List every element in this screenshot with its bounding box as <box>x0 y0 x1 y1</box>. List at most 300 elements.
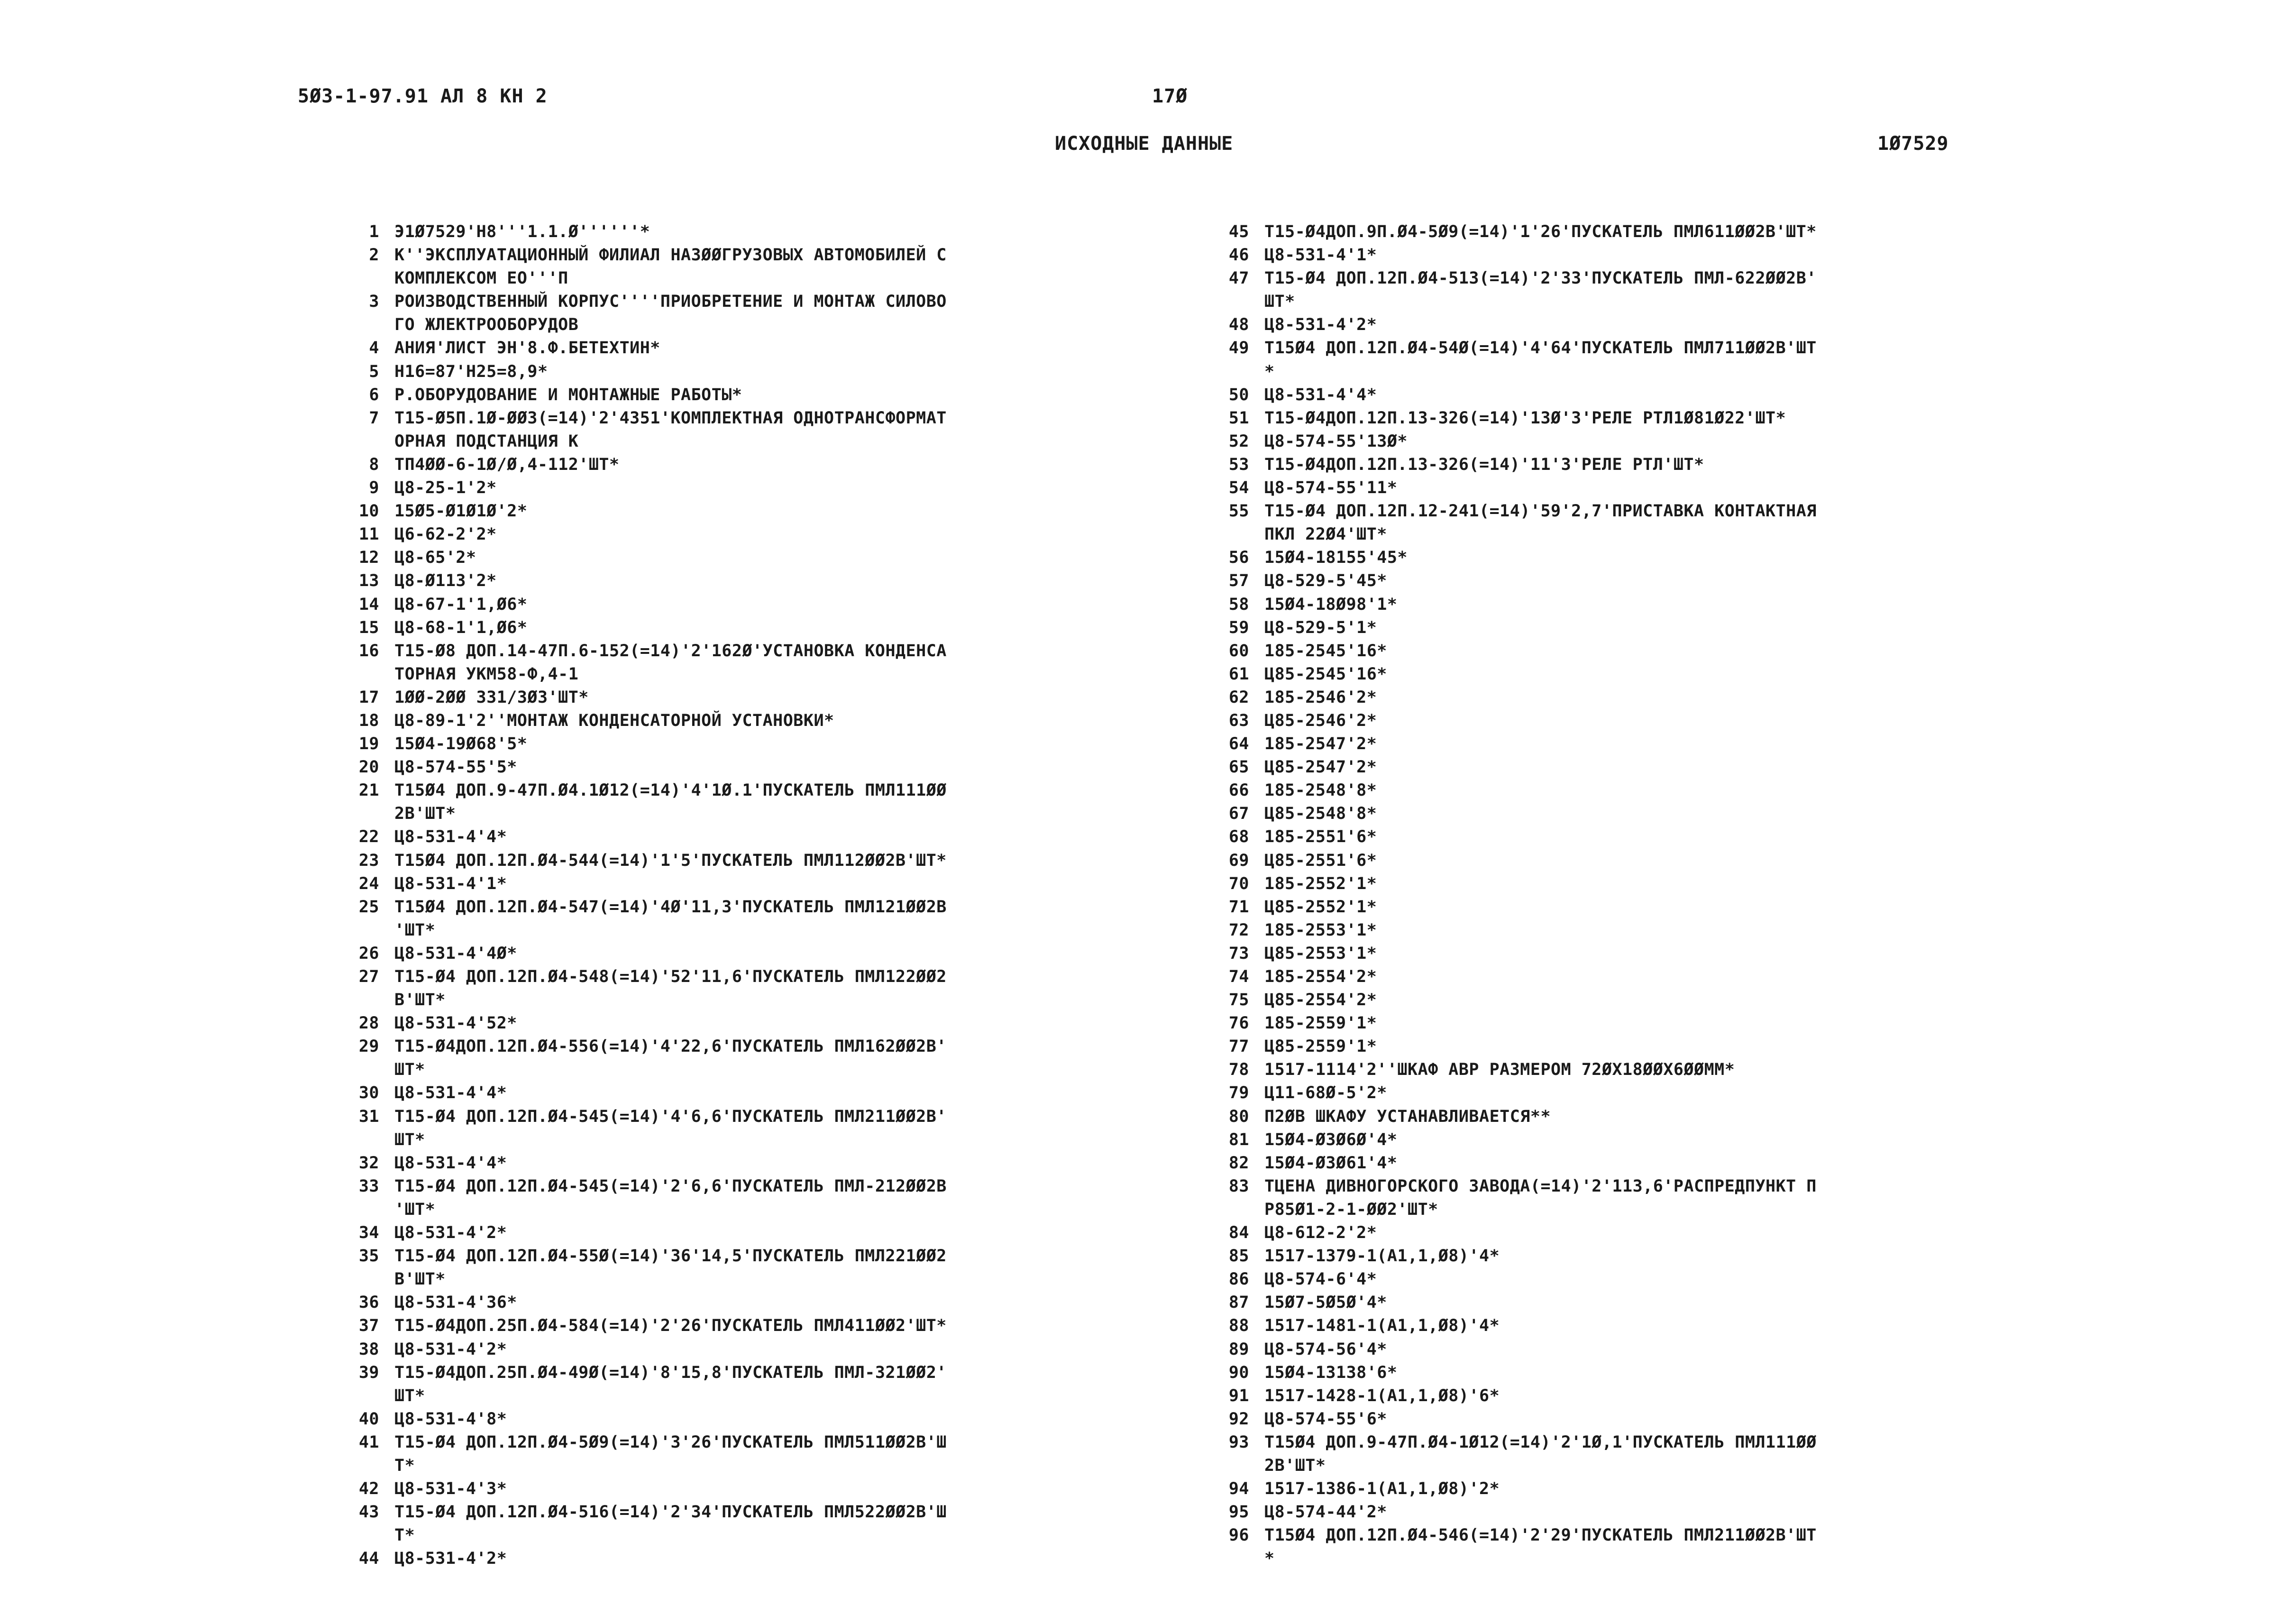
line-continuation: * <box>1264 362 1275 381</box>
line-number: 44 <box>358 1549 379 1569</box>
line-number: 43 <box>358 1503 379 1522</box>
line-number: 76 <box>1228 1014 1249 1033</box>
line-text: К''ЭКСПЛУАТАЦИОННЫЙ ФИЛИАЛ НАЗØØГРУЗОВЫХ АВТОМОБИЛЕЙ С <box>394 246 947 265</box>
line-number: 5 <box>369 362 379 381</box>
line-text: 185-2546'2* <box>1264 688 1377 707</box>
line-number: 85 <box>1228 1247 1249 1266</box>
line-number: 94 <box>1228 1479 1249 1499</box>
listing-line <box>332 523 1176 546</box>
listing-line <box>1202 500 2065 546</box>
listing-line <box>332 337 1176 360</box>
listing-line <box>1202 267 2065 313</box>
line-number: 70 <box>1228 874 1249 893</box>
page-number: 17Ø <box>1152 85 1188 107</box>
line-text: 15Ø4-13138'6* <box>1264 1363 1398 1382</box>
line-number: 16 <box>358 641 379 661</box>
line-text: Т15-Ø4ДОП.12П.13-326(=14)'11'3'РЕЛЕ РТЛ'ШТ* <box>1264 455 1704 474</box>
line-number: 4 <box>369 339 379 358</box>
listing-line <box>1202 1431 2065 1477</box>
line-text: Ц85-2547'2* <box>1264 758 1377 777</box>
line-continuation: * <box>1264 1549 1275 1569</box>
line-text: Т15-Ø4ДОП.12П.13-326(=14)'13Ø'3'РЕЛЕ РТЛ1Ø81Ø22'ШТ* <box>1264 408 1786 428</box>
line-text: П2ØВ ШКАФУ УСТАНАВЛИВАЕТСЯ** <box>1264 1107 1551 1126</box>
line-text: Ц85-2551'6* <box>1264 851 1377 870</box>
line-number: 93 <box>1228 1432 1249 1452</box>
line-text: Т15-Ø4 ДОП.12П.Ø4-55Ø(=14)'36'14,5'ПУСКАТЕЛЬ ПМЛ221ØØ2 <box>394 1247 947 1266</box>
line-number: 31 <box>358 1107 379 1126</box>
line-number: 37 <box>358 1316 379 1336</box>
line-number: 89 <box>1228 1340 1249 1359</box>
listing-line <box>332 360 1176 384</box>
page-title: ИСХОДНЫЕ ДАННЫЕ <box>1055 133 1234 155</box>
line-continuation: ШТ* <box>394 1130 425 1149</box>
line-text: Т15Ø4 ДОП.12П.Ø4-546(=14)'2'29'ПУСКАТЕЛЬ ПМЛ211ØØ2В'ШТ <box>1264 1526 1817 1545</box>
listing-line <box>332 290 1176 337</box>
line-text: Ц85-2553'1* <box>1264 944 1377 963</box>
document-code: 5Ø3-1-97.91 АЛ 8 КН 2 <box>298 85 548 107</box>
line-number: 42 <box>358 1479 379 1499</box>
listing-line <box>1202 919 2065 942</box>
line-number: 74 <box>1228 967 1249 986</box>
line-number: 69 <box>1228 851 1249 870</box>
listing-line <box>332 686 1176 709</box>
listing-line <box>332 756 1176 779</box>
line-text: Ц8-531-4'4Ø* <box>394 944 517 963</box>
document-id: 1Ø7529 <box>1877 133 1949 155</box>
listing-line <box>332 1035 1176 1082</box>
line-number: 65 <box>1228 758 1249 777</box>
listing-line <box>1202 1524 2065 1570</box>
line-continuation: ОРНАЯ ПОДСТАНЦИЯ К <box>394 431 579 451</box>
line-number: 86 <box>1228 1270 1249 1289</box>
line-text: АНИЯ'ЛИСТ ЭН'8.Ф.БЕТЕХТИН* <box>394 339 660 358</box>
line-continuation: ТОРНАЯ УКМ58-Ф,4-1 <box>394 664 579 684</box>
line-text: Э1Ø7529'Н8'''1.1.Ø''''''* <box>394 222 650 241</box>
listing-line <box>332 1082 1176 1105</box>
listing-line <box>332 826 1176 849</box>
line-text: Ц85-2554'2* <box>1264 991 1377 1010</box>
line-number: 73 <box>1228 944 1249 963</box>
line-number: 47 <box>1228 269 1249 288</box>
listing-line <box>332 896 1176 942</box>
listing-line <box>1202 686 2065 709</box>
listing-line <box>332 546 1176 569</box>
line-number: 14 <box>358 595 379 614</box>
line-text: Ц8-531-4'36* <box>394 1293 517 1312</box>
line-text: Ц8-529-5'1* <box>1264 618 1377 637</box>
listing-line <box>1202 756 2065 779</box>
line-text: 1517-1114'2''ШКАФ АВР РАЗМЕРОМ 72ØХ18ØØХ6ØØММ* <box>1264 1060 1735 1080</box>
listing-line <box>1202 965 2065 989</box>
line-number: 17 <box>358 688 379 707</box>
listing-line <box>1202 337 2065 383</box>
line-text: Ц8-89-1'2''МОНТАЖ КОНДЕНСАТОРНОЙ УСТАНОВКИ* <box>394 711 834 730</box>
line-number: 81 <box>1228 1130 1249 1149</box>
line-number: 30 <box>358 1083 379 1103</box>
line-number: 87 <box>1228 1293 1249 1312</box>
listing-line <box>1202 709 2065 733</box>
listing-line <box>332 1314 1176 1338</box>
listing-line <box>1202 1035 2065 1058</box>
listing-line <box>1202 1012 2065 1035</box>
line-number: 12 <box>358 548 379 568</box>
listing-line <box>1202 1105 2065 1129</box>
line-number: 32 <box>358 1153 379 1173</box>
line-continuation: ШТ* <box>394 1386 425 1405</box>
listing-line <box>1202 1175 2065 1221</box>
listing-line <box>1202 1245 2065 1268</box>
listing-line <box>1202 1385 2065 1408</box>
line-number: 95 <box>1228 1503 1249 1522</box>
line-text: Ц85-2545'16* <box>1264 664 1387 684</box>
line-continuation: ШТ* <box>394 1060 425 1080</box>
line-number: 71 <box>1228 897 1249 917</box>
line-number: 39 <box>358 1363 379 1382</box>
line-text: Т15-Ø8 ДОП.14-47П.6-152(=14)'2'162Ø'УСТАНОВКА КОНДЕНСА <box>394 641 947 661</box>
line-continuation: Т* <box>394 1456 415 1475</box>
listing-line <box>332 569 1176 593</box>
line-number: 54 <box>1228 478 1249 498</box>
line-number: 11 <box>358 525 379 544</box>
listing-line <box>1202 313 2065 337</box>
line-text: 185-2551'6* <box>1264 827 1377 847</box>
line-text: 185-2552'1* <box>1264 874 1377 893</box>
line-text: 1517-1386-1(А1,1,Ø8)'2* <box>1264 1479 1500 1499</box>
line-text: Ц85-2548'8* <box>1264 804 1377 824</box>
listing-line <box>1202 616 2065 640</box>
line-number: 45 <box>1228 222 1249 241</box>
line-text: 15Ø5-Ø1Ø1Ø'2* <box>394 502 528 521</box>
line-number: 96 <box>1228 1526 1249 1545</box>
line-text: Н16=87'Н25=8,9* <box>394 362 548 381</box>
line-number: 75 <box>1228 991 1249 1010</box>
line-number: 35 <box>358 1247 379 1266</box>
listing-line <box>1202 477 2065 500</box>
line-text: РОИЗВОДСТВЕННЫЙ КОРПУС''''ПРИОБРЕТЕНИЕ И МОНТАЖ СИЛОВО <box>394 292 947 312</box>
listing-line <box>332 849 1176 872</box>
line-number: 66 <box>1228 781 1249 800</box>
line-text: 185-2547'2* <box>1264 734 1377 754</box>
line-text: Т15-Ø5П.1Ø-ØØ3(=14)'2'4351'КОМПЛЕКТНАЯ ОДНОТРАНСФОРМАТ <box>394 408 947 428</box>
listing-line <box>332 1501 1176 1547</box>
listing-line <box>1202 1291 2065 1314</box>
line-text: Ц8-531-4'4* <box>394 827 507 847</box>
listing-line <box>1202 942 2065 965</box>
listing-line <box>1202 872 2065 896</box>
line-continuation: 2В'ШТ* <box>394 804 456 824</box>
line-number: 58 <box>1228 595 1249 614</box>
listing-line <box>1202 1314 2065 1338</box>
line-text: Т15-Ø4ДОП.12П.Ø4-556(=14)'4'22,6'ПУСКАТЕЛЬ ПМЛ162ØØ2В' <box>394 1037 947 1056</box>
listing-line <box>1202 640 2065 663</box>
line-number: 13 <box>358 571 379 591</box>
listing-line <box>1202 384 2065 407</box>
line-text: ТЦЕНА ДИВНОГОРСКОГО ЗАВОДА(=14)'2'113,6'РАСПРЕДПУНКТ П <box>1264 1176 1817 1196</box>
line-continuation: ШТ* <box>1264 292 1295 312</box>
line-text: Т15Ø4 ДОП.12П.Ø4-544(=14)'1'5'ПУСКАТЕЛЬ ПМЛ112ØØ2В'ШТ* <box>394 851 947 870</box>
line-text: Т15-Ø4 ДОП.12П.Ø4-513(=14)'2'33'ПУСКАТЕЛЬ ПМЛ-622ØØ2В' <box>1264 269 1817 288</box>
listing-line <box>332 1291 1176 1314</box>
line-text: Ц8-531-4'52* <box>394 1014 517 1033</box>
line-text: Ц8-68-1'1,Ø6* <box>394 618 528 637</box>
listing-line <box>1202 896 2065 919</box>
listing-line <box>1202 1221 2065 1245</box>
listing-line <box>332 733 1176 756</box>
line-number: 78 <box>1228 1060 1249 1080</box>
listing-line <box>1202 663 2065 686</box>
line-number: 49 <box>1228 339 1249 358</box>
line-text: 1ØØ-2ØØ 331/3Ø3'ШТ* <box>394 688 589 707</box>
right-listing-column <box>1202 220 2065 1570</box>
line-number: 62 <box>1228 688 1249 707</box>
line-text: Ц8-531-4'2* <box>394 1549 507 1569</box>
line-number: 80 <box>1228 1107 1249 1126</box>
listing-line <box>332 616 1176 640</box>
line-text: 15Ø4-18Ø98'1* <box>1264 595 1398 614</box>
listing-line <box>332 453 1176 477</box>
line-continuation: Т* <box>394 1526 415 1545</box>
line-text: Ц8-574-6'4* <box>1264 1270 1377 1289</box>
line-number: 40 <box>358 1409 379 1429</box>
listing-line <box>332 220 1176 244</box>
listing-line <box>332 1547 1176 1570</box>
listing-line <box>1202 1501 2065 1524</box>
line-number: 7 <box>369 408 379 428</box>
line-number: 22 <box>358 827 379 847</box>
line-number: 77 <box>1228 1037 1249 1056</box>
line-number: 64 <box>1228 734 1249 754</box>
line-text: 185-2554'2* <box>1264 967 1377 986</box>
line-text: Ц8-531-4'2* <box>1264 315 1377 335</box>
line-number: 57 <box>1228 571 1249 591</box>
line-number: 36 <box>358 1293 379 1312</box>
listing-line <box>1202 1338 2065 1361</box>
line-text: 1517-1428-1(А1,1,Ø8)'6* <box>1264 1386 1500 1405</box>
listing-line <box>332 1477 1176 1501</box>
listing-line <box>332 593 1176 616</box>
line-number: 34 <box>358 1223 379 1243</box>
line-continuation: Р85Ø1-2-1-ØØ2'ШТ* <box>1264 1200 1438 1219</box>
listing-line <box>332 1338 1176 1361</box>
line-text: Ц8-531-4'1* <box>394 874 507 893</box>
listing-line <box>1202 569 2065 593</box>
listing-line <box>332 942 1176 965</box>
line-text: Т15-Ø4ДОП.9П.Ø4-5Ø9(=14)'1'26'ПУСКАТЕЛЬ ПМЛ611ØØ2В'ШТ* <box>1264 222 1817 241</box>
line-number: 61 <box>1228 664 1249 684</box>
listing-line <box>1202 989 2065 1012</box>
listing-line <box>1202 430 2065 453</box>
line-number: 25 <box>358 897 379 917</box>
line-number: 59 <box>1228 618 1249 637</box>
line-number: 33 <box>358 1176 379 1196</box>
line-text: 185-2545'16* <box>1264 641 1387 661</box>
line-text: Ц8-67-1'1,Ø6* <box>394 595 528 614</box>
line-number: 84 <box>1228 1223 1249 1243</box>
line-number: 2 <box>369 246 379 265</box>
line-text: Ц8-612-2'2* <box>1264 1223 1377 1243</box>
line-continuation: 'ШТ* <box>394 920 436 940</box>
line-number: 52 <box>1228 431 1249 451</box>
line-text: Ц11-68Ø-5'2* <box>1264 1083 1387 1103</box>
line-number: 50 <box>1228 385 1249 404</box>
line-text: Т15Ø4 ДОП.12П.Ø4-54Ø(=14)'4'64'ПУСКАТЕЛЬ ПМЛ711ØØ2В'ШТ <box>1264 339 1817 358</box>
listing-line <box>332 709 1176 733</box>
listing-line <box>332 1361 1176 1408</box>
line-number: 29 <box>358 1037 379 1056</box>
line-number: 68 <box>1228 827 1249 847</box>
line-text: Ц8-531-4'4* <box>394 1153 507 1173</box>
line-number: 1 <box>369 222 379 241</box>
line-number: 92 <box>1228 1409 1249 1429</box>
listing-line <box>1202 1082 2065 1105</box>
listing-line <box>1202 779 2065 802</box>
line-text: Ц8-531-4'8* <box>394 1409 507 1429</box>
line-text: 185-2553'1* <box>1264 920 1377 940</box>
listing-line <box>332 1012 1176 1035</box>
listing-line <box>1202 802 2065 826</box>
line-text: 15Ø4-Ø3Ø6Ø'4* <box>1264 1130 1398 1149</box>
listing-line <box>332 1431 1176 1477</box>
line-continuation: ГО ЖЛЕКТРООБОРУДОВ <box>394 315 579 335</box>
line-text: Т15-Ø4 ДОП.12П.Ø4-548(=14)'52'11,6'ПУСКАТЕЛЬ ПМЛ122ØØ2 <box>394 967 947 986</box>
line-number: 20 <box>358 758 379 777</box>
line-text: Ц8-574-56'4* <box>1264 1340 1387 1359</box>
listing-line <box>332 1152 1176 1175</box>
line-text: Ц8-574-55'11* <box>1264 478 1398 498</box>
line-text: Т15-Ø4 ДОП.12П.12-241(=14)'59'2,7'ПРИСТАВКА КОНТАКТНАЯ <box>1264 502 1817 521</box>
line-text: Ц85-2559'1* <box>1264 1037 1377 1056</box>
listing-line <box>1202 1408 2065 1431</box>
line-text: Ц8-531-4'2* <box>394 1223 507 1243</box>
line-text: Р.ОБОРУДОВАНИЕ И МОНТАЖНЫЕ РАБОТЫ* <box>394 385 742 404</box>
line-number: 53 <box>1228 455 1249 474</box>
line-number: 6 <box>369 385 379 404</box>
line-number: 21 <box>358 781 379 800</box>
line-text: Ц8-Ø113'2* <box>394 571 497 591</box>
line-number: 28 <box>358 1014 379 1033</box>
listing-line <box>332 779 1176 826</box>
line-text: Ц8-574-55'6* <box>1264 1409 1387 1429</box>
line-number: 27 <box>358 967 379 986</box>
line-number: 3 <box>369 292 379 312</box>
line-text: Ц8-25-1'2* <box>394 478 497 498</box>
line-number: 23 <box>358 851 379 870</box>
listing-line <box>1202 593 2065 616</box>
line-continuation: В'ШТ* <box>394 1270 446 1289</box>
line-text: Ц8-574-55'13Ø* <box>1264 431 1408 451</box>
line-text: 15Ø4-Ø3Ø61'4* <box>1264 1153 1398 1173</box>
listing-line <box>332 1245 1176 1291</box>
line-text: Т15Ø4 ДОП.9-47П.Ø4.1Ø12(=14)'4'1Ø.1'ПУСКАТЕЛЬ ПМЛ111ØØ <box>394 781 947 800</box>
line-number: 63 <box>1228 711 1249 730</box>
line-text: 1517-1481-1(А1,1,Ø8)'4* <box>1264 1316 1500 1336</box>
line-text: Т15-Ø4 ДОП.12П.Ø4-545(=14)'4'6,6'ПУСКАТЕЛЬ ПМЛ211ØØ2В' <box>394 1107 947 1126</box>
line-number: 48 <box>1228 315 1249 335</box>
line-number: 56 <box>1228 548 1249 568</box>
listing-line <box>332 244 1176 290</box>
listing-line <box>332 1175 1176 1221</box>
listing-line <box>332 965 1176 1012</box>
listing-line <box>1202 1361 2065 1385</box>
line-number: 72 <box>1228 920 1249 940</box>
listing-line <box>1202 1477 2065 1501</box>
line-number: 90 <box>1228 1363 1249 1382</box>
listing-line <box>1202 407 2065 430</box>
listing-line <box>332 407 1176 453</box>
line-number: 88 <box>1228 1316 1249 1336</box>
line-number: 24 <box>358 874 379 893</box>
line-text: Т15-Ø4 ДОП.12П.Ø4-5Ø9(=14)'3'26'ПУСКАТЕЛЬ ПМЛ511ØØ2В'Ш <box>394 1432 947 1452</box>
line-text: 15Ø7-5Ø5Ø'4* <box>1264 1293 1387 1312</box>
line-text: ТП4ØØ-6-1Ø/Ø,4-112'ШТ* <box>394 455 620 474</box>
line-text: Ц6-62-2'2* <box>394 525 497 544</box>
listing-line <box>1202 220 2065 244</box>
line-text: Ц85-2546'2* <box>1264 711 1377 730</box>
line-text: Т15-Ø4ДОП.25П.Ø4-584(=14)'2'26'ПУСКАТЕЛЬ ПМЛ411ØØ2'ШТ* <box>394 1316 947 1336</box>
listing-line <box>332 477 1176 500</box>
listing-line <box>1202 826 2065 849</box>
listing-line <box>332 384 1176 407</box>
listing-line <box>332 1105 1176 1152</box>
line-text: Ц8-531-4'2* <box>394 1340 507 1359</box>
line-text: Ц85-2552'1* <box>1264 897 1377 917</box>
line-number: 55 <box>1228 502 1249 521</box>
listing-line <box>1202 546 2065 569</box>
line-continuation: 'ШТ* <box>394 1200 436 1219</box>
line-text: Т15Ø4 ДОП.12П.Ø4-547(=14)'4Ø'11,3'ПУСКАТЕЛЬ ПМЛ121ØØ2В <box>394 897 947 917</box>
line-number: 26 <box>358 944 379 963</box>
line-number: 51 <box>1228 408 1249 428</box>
line-number: 41 <box>358 1432 379 1452</box>
line-text: Т15-Ø4 ДОП.12П.Ø4-545(=14)'2'6,6'ПУСКАТЕЛЬ ПМЛ-212ØØ2В <box>394 1176 947 1196</box>
line-text: 1517-1379-1(А1,1,Ø8)'4* <box>1264 1247 1500 1266</box>
line-number: 38 <box>358 1340 379 1359</box>
line-number: 67 <box>1228 804 1249 824</box>
line-continuation: ПКЛ 22Ø4'ШТ* <box>1264 525 1387 544</box>
line-text: Т15-Ø4 ДОП.12П.Ø4-516(=14)'2'34'ПУСКАТЕЛЬ ПМЛ522ØØ2В'Ш <box>394 1503 947 1522</box>
line-continuation: 2В'ШТ* <box>1264 1456 1326 1475</box>
listing-line <box>1202 733 2065 756</box>
line-number: 82 <box>1228 1153 1249 1173</box>
line-number: 9 <box>369 478 379 498</box>
line-number: 15 <box>358 618 379 637</box>
line-continuation: КОМПЛЕКСОМ ЕО'''П <box>394 269 568 288</box>
line-text: 185-2559'1* <box>1264 1014 1377 1033</box>
line-text: Ц8-531-4'4* <box>394 1083 507 1103</box>
line-number: 10 <box>358 502 379 521</box>
listing-line <box>1202 453 2065 477</box>
line-number: 91 <box>1228 1386 1249 1405</box>
listing-line <box>332 500 1176 523</box>
line-text: Т15-Ø4ДОП.25П.Ø4-49Ø(=14)'8'15,8'ПУСКАТЕЛЬ ПМЛ-321ØØ2' <box>394 1363 947 1382</box>
listing-line <box>332 1408 1176 1431</box>
line-text: Ц8-531-4'4* <box>1264 385 1377 404</box>
left-listing-column <box>332 220 1176 1570</box>
listing-line <box>1202 1058 2065 1082</box>
line-text: Ц8-531-4'1* <box>1264 246 1377 265</box>
line-text: 185-2548'8* <box>1264 781 1377 800</box>
line-text: Ц8-574-44'2* <box>1264 1503 1387 1522</box>
listing-line <box>1202 1129 2065 1152</box>
line-text: Ц8-574-55'5* <box>394 758 517 777</box>
line-number: 79 <box>1228 1083 1249 1103</box>
listing-line <box>332 1221 1176 1245</box>
line-text: Ц8-531-4'3* <box>394 1479 507 1499</box>
line-text: 15Ø4-19Ø68'5* <box>394 734 528 754</box>
listing-line <box>1202 849 2065 872</box>
line-text: Ц8-65'2* <box>394 548 476 568</box>
line-number: 83 <box>1228 1176 1249 1196</box>
